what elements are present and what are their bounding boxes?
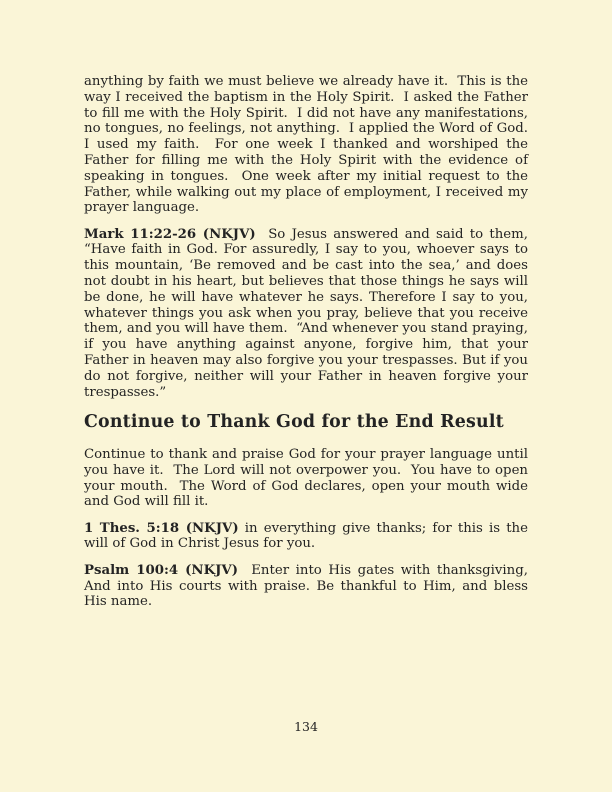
paragraph-text: So Jesus answered and said to them, “Have faith in God. For assuredly, I say to you, whoever says to this mountain, ‘Be removed and be cast into the sea,’ and does not doubt in his heart, but believes that those things he says will be done, he will have whatever he says. Therefore I say to you, whatever things you ask when you pray, believe that you receive them, and you will have them. “And whenever you stand praying, if you have anything against anyone, forgive him, that your Father in heaven may also forgive you your trespasses. But if you do not forgive, neither will your Father in heaven forgive your trespasses.” [84, 226, 533, 400]
scripture-reference-mark: Mark 11:22-26 (NKJV) [84, 226, 256, 242]
paragraph-text: in everything give thanks; for this is the will of God in Christ Jesus for you. [84, 520, 533, 552]
scripture-reference-psalm: Psalm 100:4 (NKJV) [84, 562, 239, 578]
scripture-reference-thessalonians: 1 Thes. 5:18 (NKJV) [84, 520, 239, 536]
paragraph-baptism-testimony [84, 74, 537, 216]
paragraph-text: Enter into His gates with thanksgiving, And into His courts with praise. Be thankful to Him, and bless His name. [84, 562, 533, 610]
section-heading: Continue to Thank God for the End Result [84, 411, 504, 432]
page-content [84, 74, 537, 621]
paragraph-scripture-thessalonians [84, 520, 533, 553]
paragraph-continue-thank [84, 446, 533, 510]
page-number: 134 [294, 719, 318, 734]
paragraph-text: anything by faith we must believe we already have it. This is the way I received the baptism in the Holy Spirit. I asked the Father to fill me with the Holy Spirit. I did not have any manifestations, no tongues, no feelings, not anything. I applied the Word of God. I used my faith. For one week I thanked and worshiped the Father for filling me with the Holy Spirit with the evidence of speaking in tongues. One week after my initial request to the Father, while walking out my place of employment, I received my prayer language. [84, 74, 537, 216]
paragraph-scripture-mark [84, 226, 533, 401]
paragraph-scripture-psalm [84, 562, 533, 610]
paragraph-text: Continue to thank and praise God for your prayer language until you have it. The Lord will not overpower you. You have to open your mouth. The Word of God declares, open your mouth wide and God will fill it. [84, 446, 533, 510]
